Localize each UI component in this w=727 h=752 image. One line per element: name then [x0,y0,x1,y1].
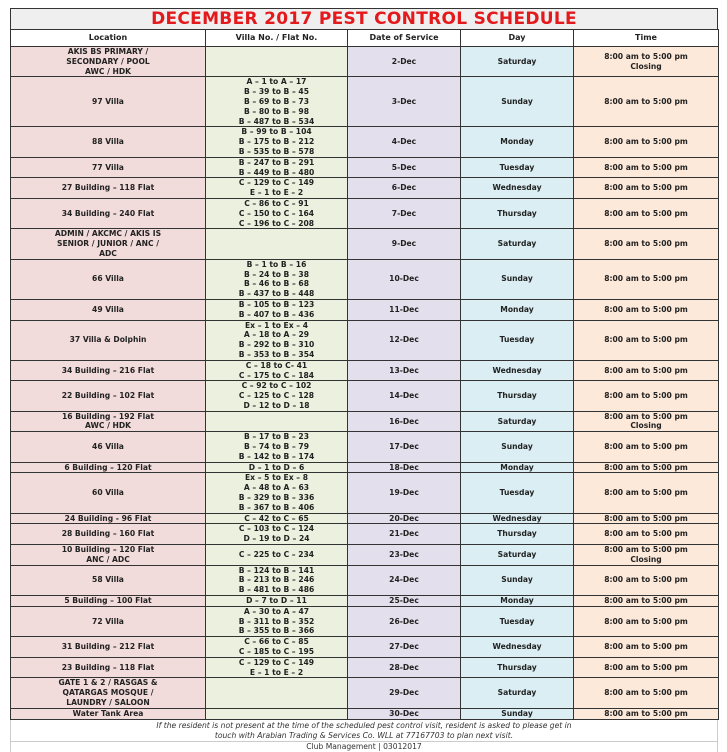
schedule-row [11,524,719,545]
units-cell [206,473,348,513]
units-cell [206,360,348,381]
column-header-location: Location [11,30,206,47]
date-cell: 13-Dec [348,360,461,381]
date-cell: 29-Dec [348,678,461,708]
location-cell-line: 37 Villa & Dolphin [69,335,147,345]
day-cell: Thursday [461,524,574,545]
units-cell-line: D – 19 to D – 24 [243,534,310,544]
schedule-row [11,360,719,381]
time-cell-line: 8:00 am to 5:00 pm [604,365,688,375]
location-cell-line: SECONDARY / POOL [66,56,150,66]
date-cell: 28-Dec [348,657,461,678]
units-cell [206,462,348,473]
day-cell: Wednesday [461,360,574,381]
schedule-row [11,127,719,157]
units-cell-line: B – 80 to B – 98 [243,106,309,116]
location-cell [11,637,206,658]
date-cell: 4-Dec [348,127,461,157]
time-cell [574,432,719,462]
day-cell: Thursday [461,381,574,411]
units-cell-line: B – 355 to B – 366 [238,626,315,636]
date-cell: 12-Dec [348,320,461,360]
day-cell: Monday [461,127,574,157]
date-cell: 9-Dec [348,229,461,259]
location-cell [11,259,206,299]
time-cell [574,411,719,432]
units-cell-line: B – 46 to B – 68 [243,279,309,289]
location-cell-line: AWC / HDK [84,66,132,76]
units-cell-line: C – 125 to C – 128 [238,391,315,401]
units-cell [206,259,348,299]
schedule-row [11,637,719,658]
location-cell-line: 34 Building – 240 Flat [61,208,155,218]
units-cell-line: B – 24 to B – 38 [243,269,309,279]
location-cell [11,545,206,566]
time-cell-line: 8:00 am to 5:00 pm [604,274,688,284]
units-cell [206,47,348,77]
time-cell [574,47,719,77]
time-cell-line: 8:00 am to 5:00 pm [604,391,688,401]
time-cell-line: 8:00 am to 5:00 pm [604,488,688,498]
date-cell: 30-Dec [348,708,461,719]
schedule-sheet [10,8,718,752]
schedule-row [11,259,719,299]
units-cell-line: Ex – 5 to Ex – 8 [244,473,309,483]
units-cell-line: Ex – 1 to Ex – 4 [244,320,309,330]
units-cell [206,708,348,719]
location-cell-line: ADC [99,248,117,258]
location-cell [11,606,206,636]
units-cell [206,657,348,678]
location-cell-line: LAUNDRY / SALOON [66,698,150,707]
time-cell [574,462,719,473]
units-cell-line: C – 66 to C – 85 [244,637,309,647]
date-cell: 11-Dec [348,299,461,320]
units-cell [206,606,348,636]
location-cell-line: GATE 1 & 2 / RASGAS & [58,678,158,688]
time-cell-line: 8:00 am to 5:00 pm [604,575,688,585]
units-cell-line: B – 367 to B – 406 [238,502,315,512]
units-cell-line: B – 69 to B – 73 [243,96,309,106]
units-cell-line: B – 535 to B – 578 [238,146,315,156]
day-cell: Monday [461,596,574,607]
units-cell-line: D – 12 to D – 18 [243,400,310,410]
location-cell [11,678,206,708]
day-cell: Wednesday [461,178,574,199]
time-cell [574,229,719,259]
location-cell [11,565,206,595]
time-cell [574,637,719,658]
time-cell [574,473,719,513]
time-cell [574,545,719,566]
time-cell-line: 8:00 am to 5:00 pm [604,208,688,218]
location-cell-line: 28 Building – 160 Flat [61,529,155,539]
units-cell-line: B – 481 to B – 486 [238,585,315,595]
day-cell: Monday [461,299,574,320]
location-cell [11,127,206,157]
day-cell: Sunday [461,432,574,462]
units-cell-line: B – 353 to B – 354 [238,349,315,359]
units-cell [206,678,348,708]
date-cell: 27-Dec [348,637,461,658]
location-cell [11,657,206,678]
date-cell: 26-Dec [348,606,461,636]
location-cell [11,299,206,320]
day-cell: Tuesday [461,606,574,636]
units-cell [206,299,348,320]
date-cell: 7-Dec [348,198,461,228]
location-cell-line: 97 Villa [92,96,124,106]
location-cell [11,77,206,127]
location-cell-line: 49 Villa [92,304,124,314]
day-cell: Sunday [461,77,574,127]
units-cell-line: B – 487 to B – 534 [238,116,315,126]
schedule-row [11,178,719,199]
schedule-row [11,565,719,595]
time-cell [574,524,719,545]
time-cell-line: Closing [630,421,662,431]
schedule-row [11,596,719,607]
time-cell-line: 8:00 am to 5:00 pm [604,596,688,606]
units-cell-line: C – 196 to C – 208 [238,218,315,228]
time-cell [574,198,719,228]
time-cell [574,513,719,524]
location-cell [11,411,206,432]
location-cell-line: 58 Villa [92,575,124,585]
location-cell [11,432,206,462]
header-row [11,30,719,47]
day-cell: Tuesday [461,157,574,178]
day-cell: Saturday [461,678,574,708]
time-cell-line: 8:00 am to 5:00 pm [604,183,688,193]
location-cell [11,513,206,524]
schedule-row [11,229,719,259]
location-cell [11,157,206,178]
location-cell-line: 31 Building – 212 Flat [61,642,155,652]
units-cell-line: C – 103 to C – 124 [238,524,315,534]
units-cell [206,229,348,259]
schedule-title: DECEMBER 2017 PEST CONTROL SCHEDULE [10,8,718,29]
time-cell [574,381,719,411]
units-cell [206,127,348,157]
time-cell-line: 8:00 am to 5:00 pm [604,137,688,147]
date-cell: 23-Dec [348,545,461,566]
time-cell [574,360,719,381]
schedule-row [11,320,719,360]
location-cell [11,320,206,360]
column-header-date: Date of Service [348,30,461,47]
units-cell-line: B – 105 to B – 123 [238,299,315,309]
location-cell-line: AWC / HDK [84,421,132,431]
time-cell [574,657,719,678]
schedule-table [10,29,719,720]
date-cell: 6-Dec [348,178,461,199]
time-cell [574,259,719,299]
location-cell-line: 23 Building – 118 Flat [61,662,155,672]
location-cell [11,462,206,473]
time-cell [574,565,719,595]
units-cell-line: B – 247 to B – 291 [238,157,315,167]
time-cell [574,157,719,178]
location-cell-line: SENIOR / JUNIOR / ANC / [57,239,159,249]
schedule-row [11,462,719,473]
units-cell-line: C – 225 to C – 234 [238,549,315,559]
time-cell-line: 8:00 am to 5:00 pm [604,529,688,539]
footer [10,720,718,752]
units-cell-line: A – 1 to A – 17 [246,77,307,87]
location-cell [11,524,206,545]
day-cell: Wednesday [461,637,574,658]
units-cell-line: C – 150 to C – 164 [238,208,315,218]
location-cell-line: 5 Building – 100 Flat [64,596,152,606]
units-cell [206,513,348,524]
day-cell: Wednesday [461,513,574,524]
units-cell [206,637,348,658]
date-cell: 2-Dec [348,47,461,77]
schedule-row [11,299,719,320]
time-cell-line: 8:00 am to 5:00 pm [604,239,688,249]
units-cell [206,411,348,432]
units-cell-line: E – 1 to E – 2 [249,667,304,677]
day-cell: Sunday [461,565,574,595]
time-cell-line: 8:00 am to 5:00 pm [604,96,688,106]
date-cell: 16-Dec [348,411,461,432]
day-cell: Thursday [461,198,574,228]
date-cell: 18-Dec [348,462,461,473]
time-cell-line: 8:00 am to 5:00 pm [604,688,688,698]
time-cell [574,678,719,708]
location-cell [11,178,206,199]
footer-note-line: If the resident is not present at the time of the scheduled pest control visit, resident is asked to please get in [156,720,572,730]
time-cell [574,127,719,157]
units-cell-line: C – 92 to C – 102 [241,381,312,391]
date-cell: 14-Dec [348,381,461,411]
units-cell [206,596,348,607]
day-cell: Sunday [461,259,574,299]
schedule-row [11,47,719,77]
time-cell-line: 8:00 am to 5:00 pm [604,545,688,555]
location-cell [11,708,206,719]
schedule-row [11,77,719,127]
schedule-row [11,657,719,678]
units-cell [206,381,348,411]
units-cell-line: C – 129 to C – 149 [238,657,315,667]
units-cell [206,157,348,178]
time-cell-line: 8:00 am to 5:00 pm [604,335,688,345]
units-cell-line: C – 18 to C- 41 [245,360,308,370]
units-cell-line: A – 30 to A – 47 [243,606,310,616]
location-cell [11,381,206,411]
time-cell-line: 8:00 am to 5:00 pm [604,616,688,626]
schedule-rows [11,47,719,720]
units-cell-line: C – 129 to C – 149 [238,178,315,188]
location-cell-line: QATARGAS MOSQUE / [62,688,154,698]
time-cell-line: 8:00 am to 5:00 pm [604,51,688,61]
location-cell-line: ADMIN / AKCMC / AKIS IS [54,229,162,239]
time-cell [574,299,719,320]
schedule-row [11,381,719,411]
date-cell: 10-Dec [348,259,461,299]
units-cell-line: B – 437 to B – 448 [238,289,315,299]
time-cell [574,320,719,360]
location-cell-line: 22 Building – 102 Flat [61,391,155,401]
footer-signature: Club Management | 03012017 [306,741,422,751]
date-cell: 24-Dec [348,565,461,595]
date-cell: 5-Dec [348,157,461,178]
units-cell-line: B – 213 to B – 246 [238,575,315,585]
units-cell [206,198,348,228]
units-cell-line: C – 86 to C – 91 [244,198,309,208]
units-cell-line: D – 7 to D – 11 [246,596,307,606]
schedule-row [11,513,719,524]
schedule-row [11,411,719,432]
location-cell-line: AKIS BS PRIMARY / [67,47,149,56]
location-cell-line: 66 Villa [92,274,124,284]
units-cell-line: B – 99 to B – 104 [241,127,312,137]
schedule-row [11,157,719,178]
units-cell-line: D – 1 to D – 6 [248,462,305,472]
date-cell: 21-Dec [348,524,461,545]
location-cell [11,360,206,381]
units-cell-line: B – 407 to B – 436 [238,309,315,319]
footer-note [11,720,717,742]
day-cell: Monday [461,462,574,473]
time-cell-line: 8:00 am to 5:00 pm [604,462,688,472]
time-cell-line: 8:00 am to 5:00 pm [604,513,688,523]
units-cell-line: A – 18 to A – 29 [243,330,310,340]
time-cell [574,708,719,719]
time-cell [574,77,719,127]
day-cell: Saturday [461,411,574,432]
location-cell [11,47,206,77]
day-cell: Saturday [461,47,574,77]
column-header-time: Time [574,30,719,47]
units-cell-line: A – 48 to A – 63 [243,483,310,493]
units-cell-line: B – 449 to B – 480 [238,167,315,177]
time-cell-line: 8:00 am to 5:00 pm [604,642,688,652]
schedule-row [11,545,719,566]
schedule-row [11,678,719,708]
location-cell-line: 77 Villa [92,162,124,172]
column-header-day: Day [461,30,574,47]
units-cell-line: B – 175 to B – 212 [238,137,315,147]
location-cell-line: 72 Villa [92,616,124,626]
date-cell: 25-Dec [348,596,461,607]
location-cell [11,596,206,607]
location-cell-line: 46 Villa [92,442,124,452]
day-cell: Saturday [461,545,574,566]
time-cell-line: 8:00 am to 5:00 pm [604,162,688,172]
schedule-row [11,473,719,513]
schedule-row [11,606,719,636]
time-cell [574,606,719,636]
units-cell-line: B – 39 to B – 45 [243,87,309,97]
time-cell-line: 8:00 am to 5:00 pm [604,442,688,452]
units-cell-line: B – 17 to B – 23 [243,432,309,442]
time-cell-line: 8:00 am to 5:00 pm [604,304,688,314]
location-cell-line: 60 Villa [92,488,124,498]
units-cell [206,178,348,199]
units-cell-line: C – 42 to C – 65 [244,513,309,523]
location-cell-line: Water Tank Area [72,708,144,718]
location-cell-line: 16 Building - 192 Flat [62,411,154,421]
units-cell-line: B – 311 to B – 352 [238,616,315,626]
location-cell-line: 10 Building – 120 Flat [61,545,155,555]
units-cell [206,524,348,545]
time-cell-line: 8:00 am to 5:00 pm [604,708,688,718]
units-cell [206,565,348,595]
units-cell-line: C – 185 to C – 195 [238,647,315,657]
column-header-units: Villa No. / Flat No. [206,30,348,47]
day-cell: Tuesday [461,473,574,513]
units-cell [206,432,348,462]
location-cell-line: 24 Building - 96 Flat [64,513,152,523]
location-cell-line: 27 Building – 118 Flat [61,183,155,193]
date-cell: 3-Dec [348,77,461,127]
date-cell: 17-Dec [348,432,461,462]
location-cell [11,198,206,228]
date-cell: 19-Dec [348,473,461,513]
units-cell-line: B – 142 to B – 174 [238,451,315,461]
units-cell-line: B – 292 to B – 310 [238,340,315,350]
time-cell-line: 8:00 am to 5:00 pm [604,662,688,672]
units-cell [206,320,348,360]
units-cell-line: B – 74 to B – 79 [243,442,309,452]
time-cell [574,178,719,199]
schedule-row [11,708,719,719]
location-cell [11,473,206,513]
day-cell: Tuesday [461,320,574,360]
day-cell: Saturday [461,229,574,259]
units-cell [206,545,348,566]
location-cell-line: ANC / ADC [86,554,130,564]
units-cell-line: E – 1 to E – 2 [249,188,304,198]
location-cell-line: 34 Building – 216 Flat [61,365,155,375]
time-cell-line: Closing [630,61,662,71]
footer-note-line: touch with Arabian Trading & Services Co. WLL at 77167703 to plan next visit. [214,730,514,740]
schedule-row [11,198,719,228]
units-cell-line: B – 1 to B – 16 [246,259,307,269]
location-cell [11,229,206,259]
day-cell: Sunday [461,708,574,719]
date-cell: 20-Dec [348,513,461,524]
location-cell-line: 88 Villa [92,137,124,147]
time-cell [574,596,719,607]
units-cell-line: C – 175 to C – 184 [238,370,315,380]
time-cell-line: 8:00 am to 5:00 pm [604,411,688,421]
units-cell-line: B – 124 to B – 141 [238,565,315,575]
units-cell-line: B – 329 to B – 336 [238,493,315,503]
units-cell [206,77,348,127]
time-cell-line: Closing [630,554,662,564]
schedule-row [11,432,719,462]
day-cell: Thursday [461,657,574,678]
location-cell-line: 6 Building – 120 Flat [64,462,152,472]
